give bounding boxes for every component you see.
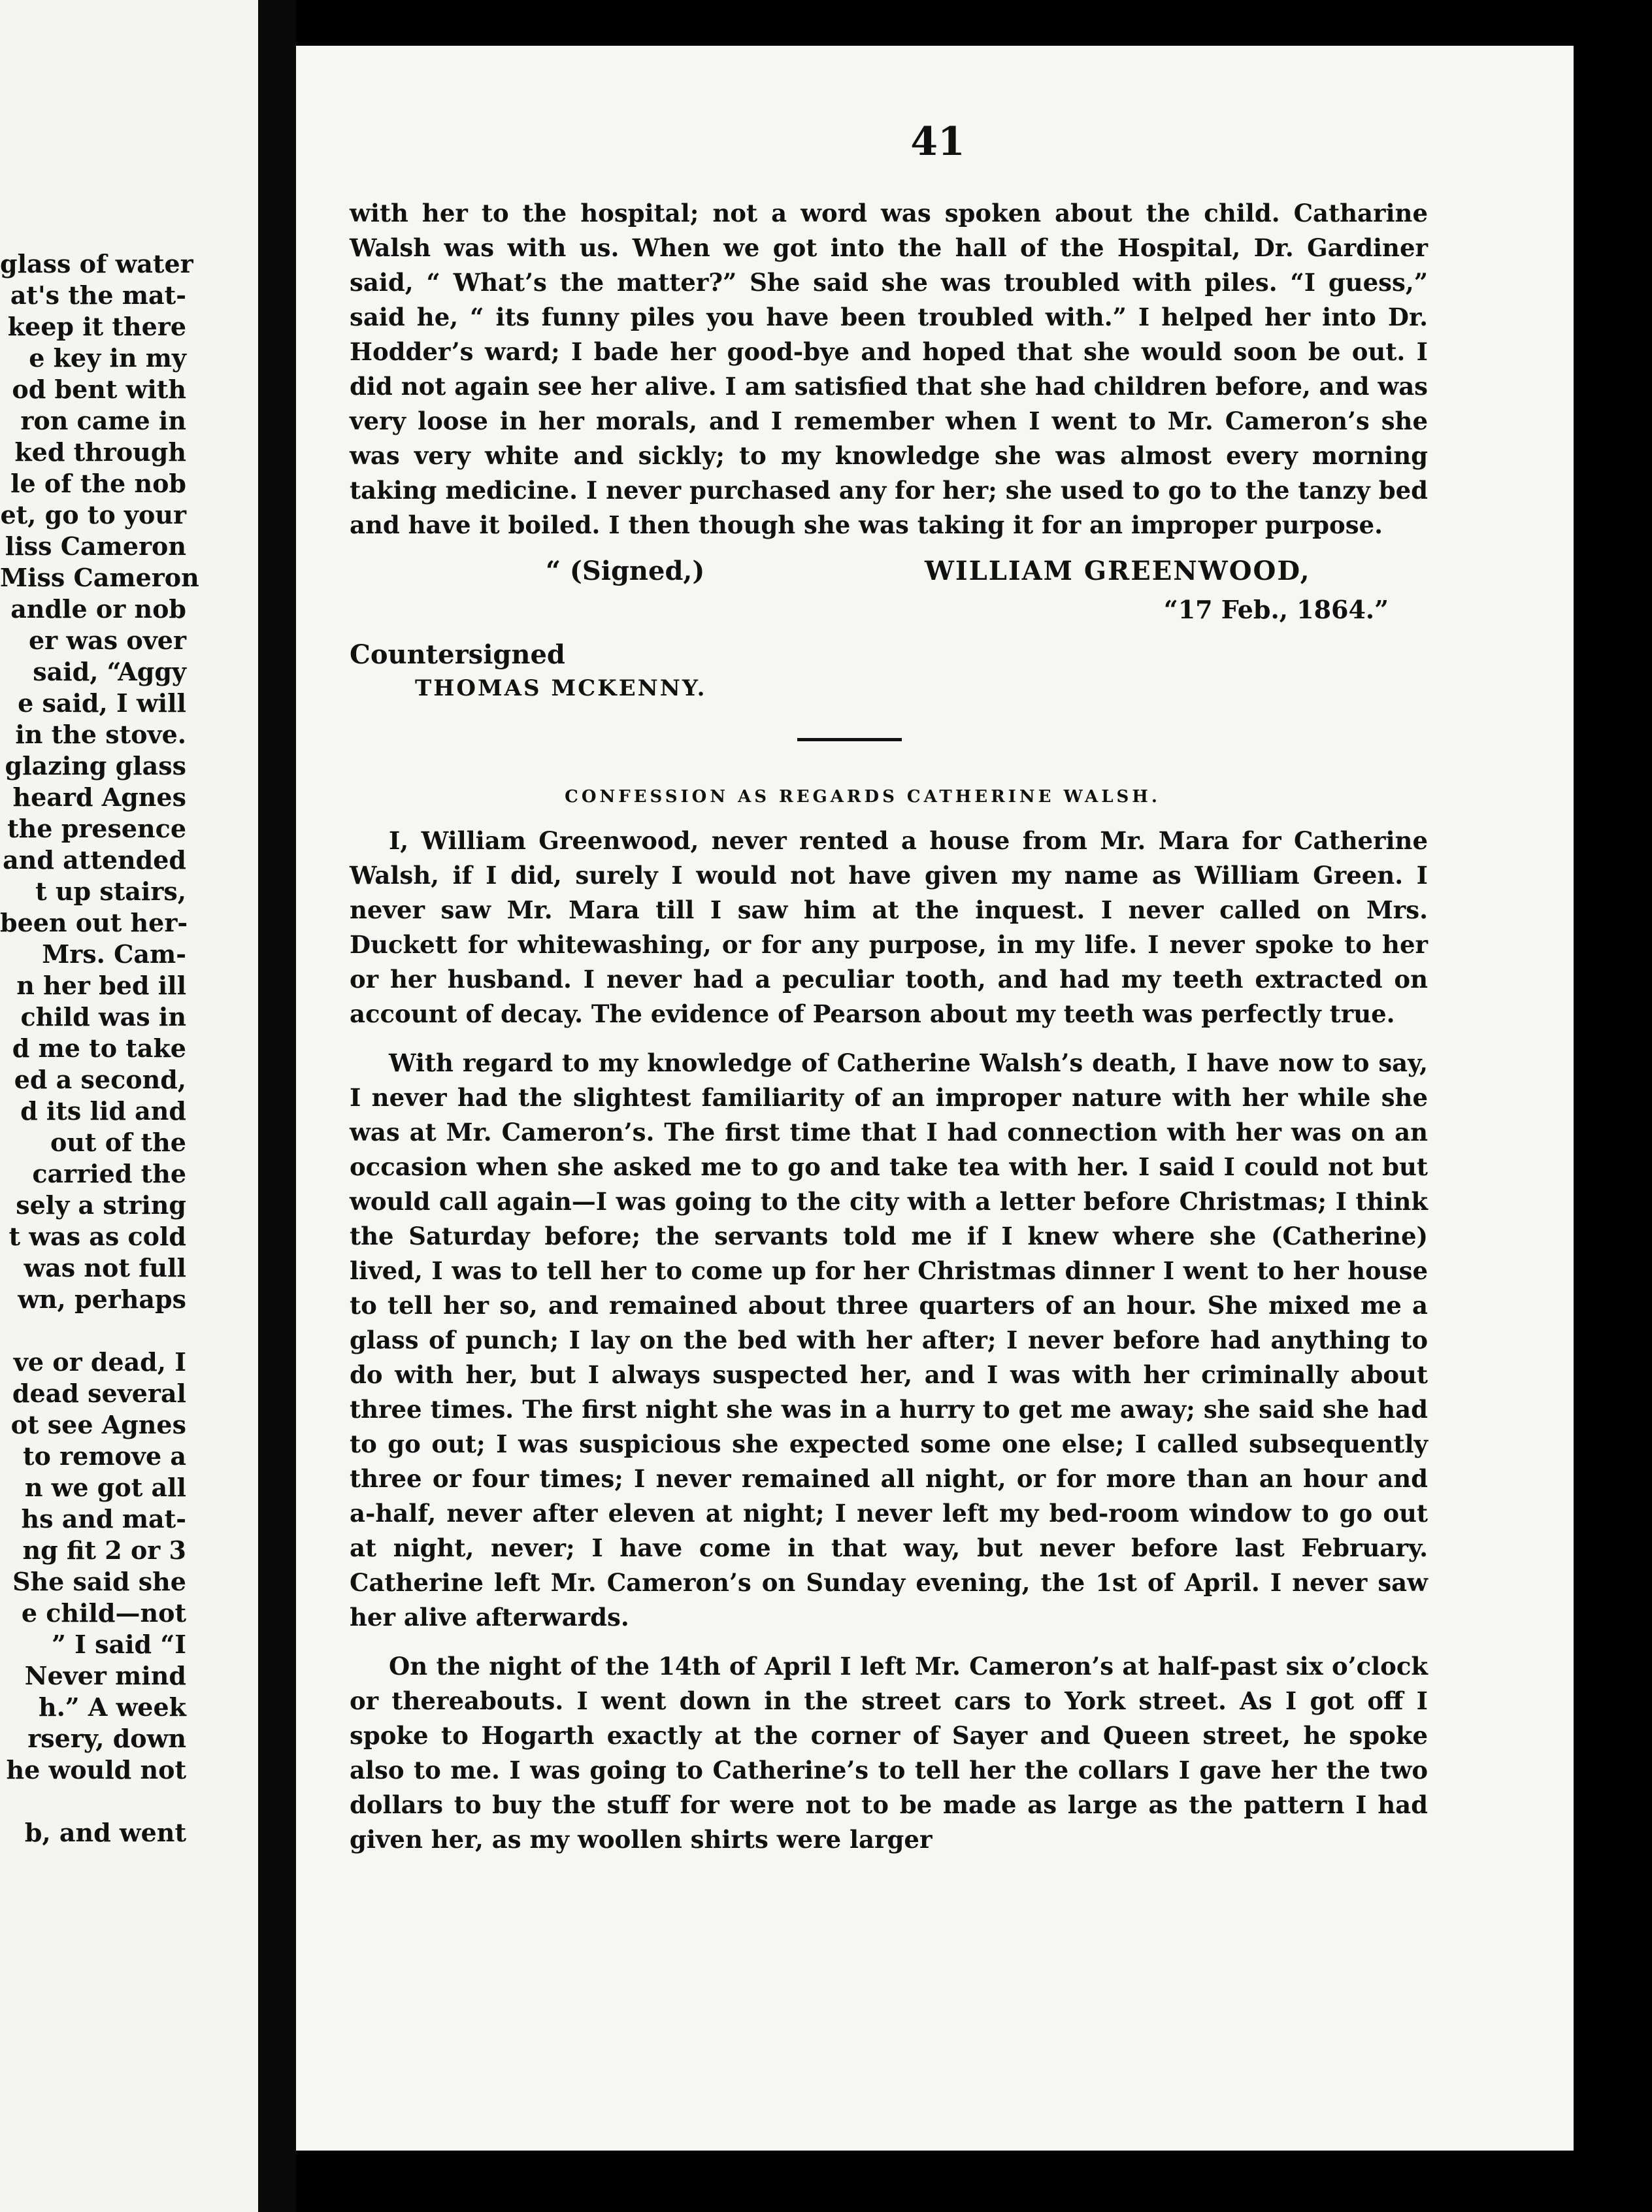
left-page-line: ed a second, xyxy=(14,1065,186,1094)
left-page-line: d its lid and xyxy=(20,1096,186,1126)
left-page-line: t was as cold xyxy=(8,1222,186,1251)
left-page-line: et, go to your xyxy=(0,500,186,529)
left-page-line: ked through xyxy=(14,437,186,467)
left-page-line: n her bed ill xyxy=(16,971,186,1000)
left-page-line: sely a string xyxy=(16,1190,186,1220)
signature-name: WILLIAM GREENWOOD, xyxy=(925,556,1311,586)
left-page-line: liss Cameron xyxy=(5,531,186,561)
left-page-line: b, and went xyxy=(24,1818,186,1847)
left-page-line: in the stove. xyxy=(15,720,186,749)
left-page-line: n we got all xyxy=(24,1473,186,1502)
left-page-line: er was over xyxy=(28,626,186,655)
countersigned-label: Countersigned xyxy=(350,639,565,670)
left-page-line: le of the nob xyxy=(10,469,186,498)
left-page-line: keep it there xyxy=(7,312,186,341)
section-heading: CONFESSION AS REGARDS CATHERINE WALSH. xyxy=(565,787,1161,807)
left-page-line: e key in my xyxy=(29,343,186,373)
left-page-line: the presence xyxy=(7,814,186,843)
signature-label: “ (Signed,) xyxy=(546,556,705,586)
book-gutter xyxy=(258,0,296,2212)
left-page-line: d me to take xyxy=(12,1033,186,1063)
left-page-line: Miss Cameron xyxy=(0,563,199,592)
left-page-line: andle or nob xyxy=(10,594,186,624)
signature-date: “17 Feb., 1864.” xyxy=(1163,595,1389,624)
left-page-line: e child—not xyxy=(21,1598,186,1628)
paragraph-testimony-end: with her to the hospital; not a word was spoken about the child. Catharine Walsh was with us. When we got into the hall of the Hospital, Dr. Gardiner said, “ What’s the matter?” She said she was troubled with piles. “I guess,” said he, “ its funny piles you have been troubled with.” I helped her into Dr. Hodder’s ward; I bade her good-bye and hoped that she would soon be out. I did not again see her alive. I am satisfied that she had children before, and was very loose in her morals, and I remember when I went to Mr. Cameron’s she was very white and sickly; to my knowledge she was almost every morning taking medicine. I never purchased any for her; she used to go to the tanzy bed and have it boiled. I then though she was taking it for an improper purpose. xyxy=(350,199,1428,539)
left-page-line: She said she xyxy=(12,1567,186,1596)
paragraph-confession-3: On the night of the 14th of April I left Mr. Cameron’s at half-past six o’clock or thereabouts. I went down in the street cars to York street. As I got off I spoke to Hogarth exactly at the corner of Sayer and Queen street, he spoke also to me. I was going to Catherine’s to tell her the collars I gave her the two dollars to buy the stuff for were not to be made as large as the pattern I had given her, as my woollen shirts were larger xyxy=(350,1652,1428,1854)
left-page-line: carried the xyxy=(32,1159,186,1188)
left-page-line xyxy=(0,1786,258,1817)
left-page-line: and attended xyxy=(3,845,186,875)
left-page-line xyxy=(0,1315,258,1347)
left-page-line: out of the xyxy=(50,1128,186,1157)
left-page-line: child was in xyxy=(20,1002,186,1031)
left-page-line: ” I said “I xyxy=(52,1630,186,1659)
paragraph-confession-1: I, William Greenwood, never rented a house from Mr. Mara for Catherine Walsh, if I did, surely I would not have given my name as William Green. I never saw Mr. Mara till I saw him at the inquest. I never called on Mrs. Duckett for whitewashing, or for any purpose, in my life. I never spoke to her or her husband. I never had a peculiar tooth, and had my teeth extracted on account of decay. The evidence of Pearson about my teeth was perfectly true. xyxy=(350,826,1428,1028)
page-number: 41 xyxy=(910,119,965,165)
left-page-line: was not full xyxy=(24,1253,186,1282)
left-page-line: ron came in xyxy=(20,406,186,435)
left-page-line: said, “Aggy xyxy=(33,657,186,686)
left-page-line: od bent with xyxy=(12,375,186,404)
left-page-line: e said, I will xyxy=(18,688,186,718)
left-page xyxy=(0,0,258,2212)
left-page-line: glass of water xyxy=(0,249,193,278)
left-page-text xyxy=(0,248,258,1849)
left-page-line: rsery, down xyxy=(27,1724,186,1753)
left-page-line: he would not xyxy=(6,1755,186,1785)
section-divider xyxy=(797,738,902,741)
left-page-line: been out her- xyxy=(0,908,188,937)
left-page-line: at's the mat- xyxy=(10,280,186,310)
left-page-line: h.” A week xyxy=(38,1692,186,1722)
left-page-line: ng fit 2 or 3 xyxy=(22,1535,186,1565)
left-page-line: wn, perhaps xyxy=(18,1284,186,1314)
signature-row xyxy=(350,556,1428,592)
left-page-line: ot see Agnes xyxy=(10,1410,186,1439)
left-page-line: ve or dead, I xyxy=(13,1347,186,1377)
paragraph-confession-2: With regard to my knowledge of Catherine Walsh’s death, I have now to say, I never had the slightest familiarity of an improper nature with her while she was at Mr. Cameron’s. The first time that I had connection with her was on an occasion when she asked me to go and take tea with her. I said I could not but would call again—I was going to the city with a letter before Christmas; I think the Saturday before; the servants told me if I knew where she (Catherine) lived, I was to tell her to come up for her Christmas dinner I went to her house to tell her so, and remained about three quarters of an hour. She mixed me a glass of punch; I lay on the bed with her after; I never before had anything to do with her, but I always suspected her, and I was with her criminally about three times. The first night she was in a hurry to get me away; she said she had to go out; I was suspicious she expected some one else; I called subsequently three or four times; I never remained all night, or for more than an hour and a-half, never after eleven at night; I never left my bed-room window to go out at night, never; I have come in that way, but never before last February. Catherine left Mr. Cameron’s on Sunday evening, the 1st of April. I never saw her alive afterwards. xyxy=(350,1048,1428,1632)
left-page-line: Never mind xyxy=(24,1661,186,1690)
page-content xyxy=(350,119,1428,1857)
left-page-line: hs and mat- xyxy=(21,1504,186,1533)
left-page-line: dead several xyxy=(12,1379,186,1408)
left-page-line: t up stairs, xyxy=(35,877,186,906)
left-page-line: Mrs. Cam- xyxy=(42,939,186,969)
left-page-line: to remove a xyxy=(23,1441,186,1471)
left-page-line: heard Agnes xyxy=(12,782,186,812)
countersigned-name: THOMAS MCKENNY. xyxy=(415,675,707,701)
right-page xyxy=(296,46,1574,2151)
left-page-line: glazing glass xyxy=(5,751,186,780)
